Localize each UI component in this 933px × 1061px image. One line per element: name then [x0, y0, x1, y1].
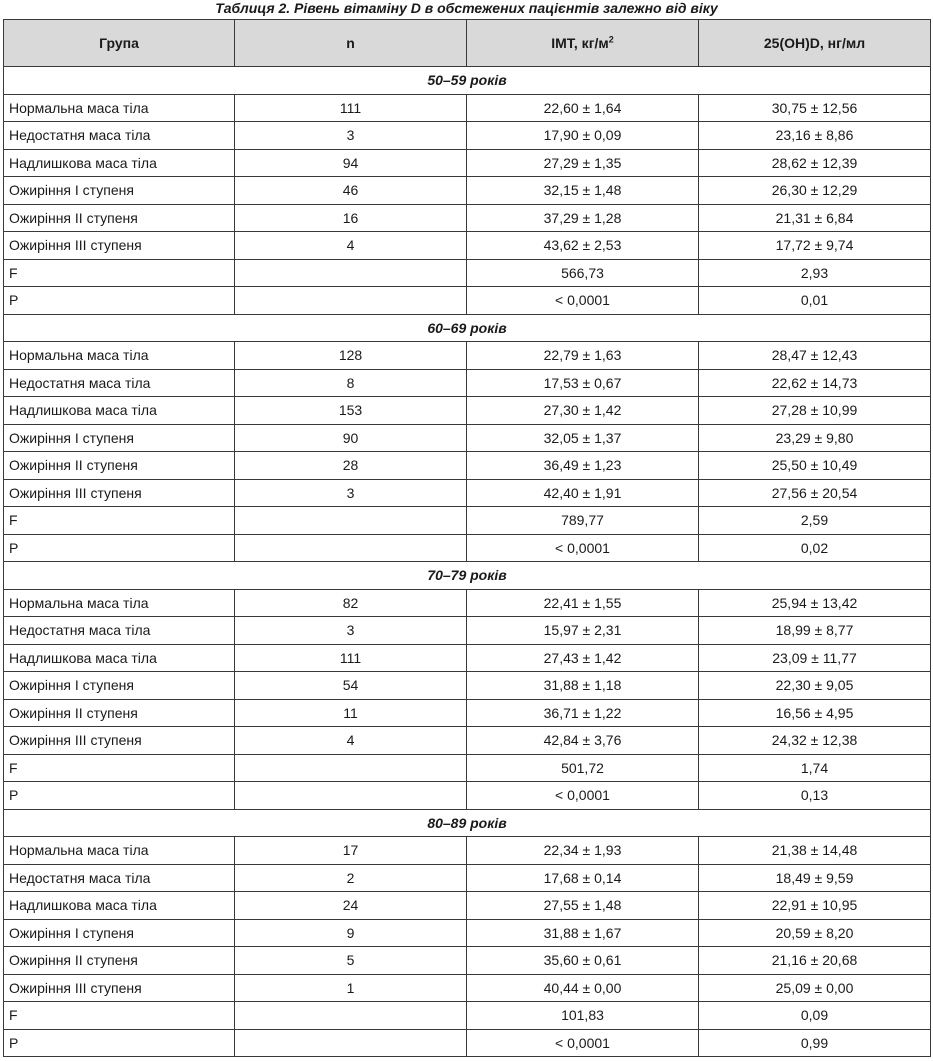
table-row [4, 919, 931, 947]
cell-n [235, 534, 467, 562]
cell-bmi: 32,15 ± 1,48 [467, 177, 699, 205]
cell-vitamin-d: 18,99 ± 8,77 [699, 617, 931, 645]
cell-n: 17 [235, 837, 467, 865]
cell-n: 3 [235, 479, 467, 507]
cell-vitamin-d: 23,09 ± 11,77 [699, 644, 931, 672]
cell-group: Надлишкова маса тіла [4, 397, 235, 425]
cell-n: 3 [235, 617, 467, 645]
header-n: n [235, 20, 467, 67]
cell-n: 8 [235, 369, 467, 397]
table-row [4, 617, 931, 645]
header-bmi [467, 20, 699, 67]
cell-vitamin-d: 20,59 ± 8,20 [699, 919, 931, 947]
cell-vitamin-d: 18,49 ± 9,59 [699, 864, 931, 892]
age-section-title: 80–89 років [4, 809, 931, 837]
cell-vitamin-d: 22,91 ± 10,95 [699, 892, 931, 920]
table-row [4, 452, 931, 480]
cell-group: Ожиріння I ступеня [4, 424, 235, 452]
cell-n: 3 [235, 122, 467, 150]
table-row [4, 122, 931, 150]
cell-n: 1 [235, 974, 467, 1002]
cell-n: 11 [235, 699, 467, 727]
cell-vitamin-d: 2,59 [699, 507, 931, 535]
table-row [4, 94, 931, 122]
cell-group: Ожиріння III ступеня [4, 727, 235, 755]
cell-vitamin-d: 22,30 ± 9,05 [699, 672, 931, 700]
cell-vitamin-d: 27,56 ± 20,54 [699, 479, 931, 507]
age-section-row [4, 562, 931, 590]
table-body [4, 67, 931, 1057]
cell-group: Ожиріння I ступеня [4, 919, 235, 947]
cell-vitamin-d: 0,09 [699, 1002, 931, 1030]
cell-bmi: < 0,0001 [467, 287, 699, 315]
cell-group: Ожиріння I ступеня [4, 177, 235, 205]
header-bmi-superscript: 2 [608, 34, 614, 45]
cell-bmi: 101,83 [467, 1002, 699, 1030]
table-row [4, 974, 931, 1002]
cell-vitamin-d: 0,02 [699, 534, 931, 562]
table-row [4, 287, 931, 315]
cell-n: 153 [235, 397, 467, 425]
cell-bmi: 36,49 ± 1,23 [467, 452, 699, 480]
cell-vitamin-d: 21,16 ± 20,68 [699, 947, 931, 975]
cell-n: 82 [235, 589, 467, 617]
cell-group: Ожиріння I ступеня [4, 672, 235, 700]
cell-bmi: 22,34 ± 1,93 [467, 837, 699, 865]
cell-bmi: 27,30 ± 1,42 [467, 397, 699, 425]
cell-group: Нормальна маса тіла [4, 94, 235, 122]
age-section-title: 50–59 років [4, 67, 931, 95]
age-section-row [4, 809, 931, 837]
cell-n: 54 [235, 672, 467, 700]
age-section-title: 70–79 років [4, 562, 931, 590]
cell-bmi: 31,88 ± 1,67 [467, 919, 699, 947]
table-caption: Таблиця 2. Рівень вітаміну D в обстежених пацієнтів залежно від віку [215, 0, 718, 16]
cell-vitamin-d: 25,94 ± 13,42 [699, 589, 931, 617]
cell-bmi: 17,90 ± 0,09 [467, 122, 699, 150]
cell-bmi: 40,44 ± 0,00 [467, 974, 699, 1002]
cell-group: Ожиріння III ступеня [4, 232, 235, 260]
cell-group: F [4, 259, 235, 287]
cell-bmi: < 0,0001 [467, 1029, 699, 1057]
cell-vitamin-d: 25,50 ± 10,49 [699, 452, 931, 480]
cell-vitamin-d: 28,62 ± 12,39 [699, 149, 931, 177]
cell-group: P [4, 1029, 235, 1057]
cell-bmi: 42,40 ± 1,91 [467, 479, 699, 507]
cell-vitamin-d: 25,09 ± 0,00 [699, 974, 931, 1002]
header-bmi-label: ІМТ, кг/м [551, 35, 609, 51]
cell-bmi: 35,60 ± 0,61 [467, 947, 699, 975]
cell-bmi: 501,72 [467, 754, 699, 782]
cell-n: 28 [235, 452, 467, 480]
age-section-row [4, 67, 931, 95]
cell-n: 111 [235, 644, 467, 672]
cell-group: Ожиріння II ступеня [4, 699, 235, 727]
cell-group: F [4, 1002, 235, 1030]
cell-vitamin-d: 27,28 ± 10,99 [699, 397, 931, 425]
cell-group: Ожиріння III ступеня [4, 479, 235, 507]
cell-vitamin-d: 0,01 [699, 287, 931, 315]
table-row [4, 947, 931, 975]
cell-group: P [4, 287, 235, 315]
cell-group: F [4, 754, 235, 782]
cell-group: Надлишкова маса тіла [4, 644, 235, 672]
cell-bmi: 43,62 ± 2,53 [467, 232, 699, 260]
cell-n: 4 [235, 727, 467, 755]
table-row [4, 699, 931, 727]
cell-n [235, 507, 467, 535]
cell-vitamin-d: 21,38 ± 14,48 [699, 837, 931, 865]
cell-n: 4 [235, 232, 467, 260]
header-group: Група [4, 20, 235, 67]
cell-n [235, 1029, 467, 1057]
cell-group: F [4, 507, 235, 535]
cell-bmi: 27,43 ± 1,42 [467, 644, 699, 672]
cell-group: Недостатня маса тіла [4, 369, 235, 397]
table-row [4, 369, 931, 397]
cell-n: 5 [235, 947, 467, 975]
cell-bmi: < 0,0001 [467, 782, 699, 810]
cell-bmi: 31,88 ± 1,18 [467, 672, 699, 700]
table-row [4, 479, 931, 507]
cell-n: 94 [235, 149, 467, 177]
cell-vitamin-d: 2,93 [699, 259, 931, 287]
table-row [4, 259, 931, 287]
table-row [4, 589, 931, 617]
cell-bmi: 15,97 ± 2,31 [467, 617, 699, 645]
table-row [4, 1002, 931, 1030]
header-row [4, 20, 931, 67]
cell-n: 24 [235, 892, 467, 920]
cell-vitamin-d: 28,47 ± 12,43 [699, 342, 931, 370]
vitamin-d-table [3, 19, 931, 1057]
cell-group: Ожиріння II ступеня [4, 947, 235, 975]
cell-vitamin-d: 26,30 ± 12,29 [699, 177, 931, 205]
cell-vitamin-d: 16,56 ± 4,95 [699, 699, 931, 727]
cell-bmi: 37,29 ± 1,28 [467, 204, 699, 232]
cell-bmi: 27,29 ± 1,35 [467, 149, 699, 177]
cell-vitamin-d: 24,32 ± 12,38 [699, 727, 931, 755]
cell-bmi: 566,73 [467, 259, 699, 287]
cell-n: 2 [235, 864, 467, 892]
table-row [4, 397, 931, 425]
cell-n [235, 754, 467, 782]
cell-group: Недостатня маса тіла [4, 864, 235, 892]
cell-vitamin-d: 23,16 ± 8,86 [699, 122, 931, 150]
table-row [4, 892, 931, 920]
table-row [4, 727, 931, 755]
table-row [4, 837, 931, 865]
cell-vitamin-d: 0,99 [699, 1029, 931, 1057]
cell-vitamin-d: 21,31 ± 6,84 [699, 204, 931, 232]
cell-group: Нормальна маса тіла [4, 837, 235, 865]
table-row [4, 507, 931, 535]
cell-group: P [4, 782, 235, 810]
cell-group: Ожиріння II ступеня [4, 452, 235, 480]
table-row [4, 204, 931, 232]
table-row [4, 864, 931, 892]
cell-bmi: 22,79 ± 1,63 [467, 342, 699, 370]
cell-group: Нормальна маса тіла [4, 589, 235, 617]
cell-bmi: 27,55 ± 1,48 [467, 892, 699, 920]
table-row [4, 754, 931, 782]
cell-group: Недостатня маса тіла [4, 617, 235, 645]
cell-vitamin-d: 1,74 [699, 754, 931, 782]
table-row [4, 424, 931, 452]
age-section-row [4, 314, 931, 342]
cell-n: 9 [235, 919, 467, 947]
cell-n: 90 [235, 424, 467, 452]
table-row [4, 672, 931, 700]
cell-n [235, 259, 467, 287]
cell-n: 111 [235, 94, 467, 122]
cell-group: Ожиріння III ступеня [4, 974, 235, 1002]
cell-bmi: 36,71 ± 1,22 [467, 699, 699, 727]
cell-bmi: 17,53 ± 0,67 [467, 369, 699, 397]
cell-group: Недостатня маса тіла [4, 122, 235, 150]
cell-bmi: 22,41 ± 1,55 [467, 589, 699, 617]
cell-n [235, 782, 467, 810]
table-row [4, 149, 931, 177]
cell-bmi: 17,68 ± 0,14 [467, 864, 699, 892]
table-row [4, 232, 931, 260]
cell-n: 16 [235, 204, 467, 232]
cell-bmi: 32,05 ± 1,37 [467, 424, 699, 452]
cell-group: P [4, 534, 235, 562]
table-row [4, 177, 931, 205]
header-vitamin-d: 25(OH)D, нг/мл [699, 20, 931, 67]
cell-group: Ожиріння II ступеня [4, 204, 235, 232]
table-row [4, 782, 931, 810]
cell-vitamin-d: 30,75 ± 12,56 [699, 94, 931, 122]
table-row [4, 644, 931, 672]
cell-vitamin-d: 0,13 [699, 782, 931, 810]
cell-bmi: 22,60 ± 1,64 [467, 94, 699, 122]
cell-group: Нормальна маса тіла [4, 342, 235, 370]
cell-bmi: < 0,0001 [467, 534, 699, 562]
age-section-title: 60–69 років [4, 314, 931, 342]
cell-n [235, 287, 467, 315]
cell-vitamin-d: 23,29 ± 9,80 [699, 424, 931, 452]
cell-vitamin-d: 22,62 ± 14,73 [699, 369, 931, 397]
cell-group: Надлишкова маса тіла [4, 892, 235, 920]
cell-n: 46 [235, 177, 467, 205]
cell-group: Надлишкова маса тіла [4, 149, 235, 177]
cell-vitamin-d: 17,72 ± 9,74 [699, 232, 931, 260]
cell-bmi: 42,84 ± 3,76 [467, 727, 699, 755]
cell-bmi: 789,77 [467, 507, 699, 535]
cell-n [235, 1002, 467, 1030]
table-row [4, 534, 931, 562]
table-row [4, 342, 931, 370]
table-row [4, 1029, 931, 1057]
cell-n: 128 [235, 342, 467, 370]
